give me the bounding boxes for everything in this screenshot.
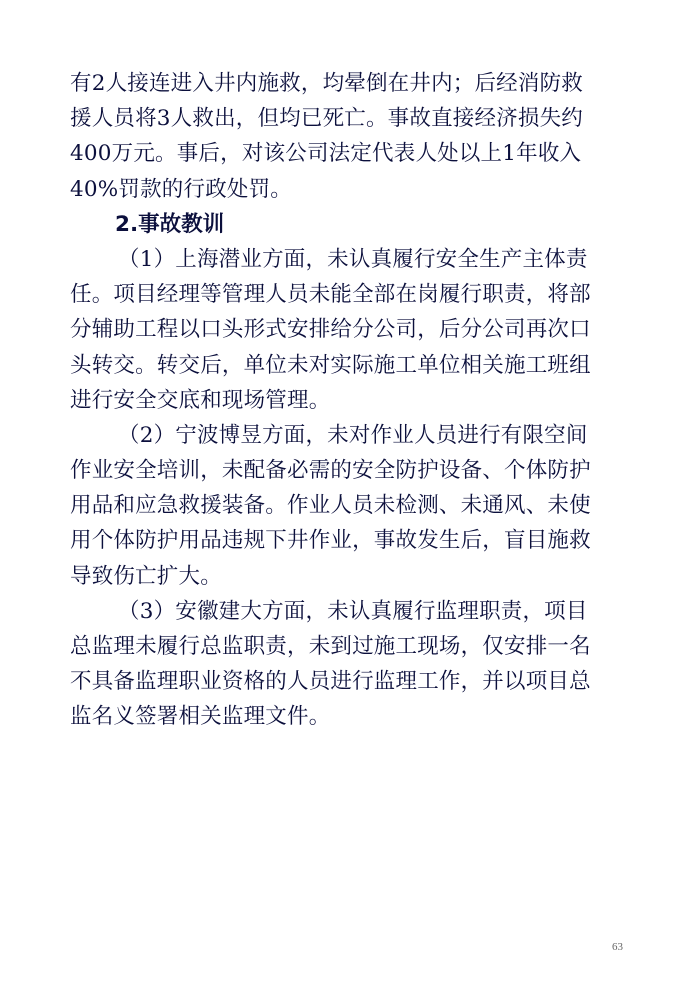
- text-line: 用个体防护用品违规下井作业，事故发生后，盲目施救: [70, 528, 591, 554]
- lesson-item-1: [70, 242, 630, 418]
- text-line: 用品和应急救援装备。作业人员未检测、未通风、未使: [70, 493, 591, 519]
- lesson-item-3: [70, 594, 630, 735]
- text-line: 40%罚款的行政处罚。: [70, 176, 292, 202]
- page-number: 63: [612, 941, 623, 953]
- text-line: （2）宁波博昱方面，未对作业人员进行有限空间: [118, 422, 588, 448]
- text-line: 有2人接连进入井内施救，均晕倒在井内；后经消防救: [70, 71, 583, 96]
- section-heading: 2.事故教训: [115, 211, 225, 237]
- text-line: 援人员将3人救出，但均已死亡。事故直接经济损失约: [70, 106, 583, 132]
- document-body: [70, 66, 630, 735]
- text-line: （1）上海潜业方面，未认真履行安全生产主体责: [118, 246, 588, 272]
- text-line: 任。项目经理等管理人员未能全部在岗履行职责，将部: [70, 282, 591, 308]
- text-line: 头转交。转交后，单位未对实际施工单位相关施工班组: [70, 352, 591, 378]
- text-line: 导致伤亡扩大。: [70, 563, 222, 589]
- text-line: 监名义签署相关监理文件。: [70, 704, 331, 730]
- text-line: 进行安全交底和现场管理。: [70, 387, 331, 413]
- text-line: 分辅助工程以口头形式安排给分公司，后分公司再次口: [70, 317, 591, 343]
- text-line: 不具备监理职业资格的人员进行监理工作，并以项目总: [70, 669, 591, 695]
- paragraph-accident-summary: [70, 66, 630, 207]
- lesson-item-2: [70, 418, 630, 594]
- text-line: 400万元。事后，对该公司法定代表人处以上1年收入: [70, 141, 582, 167]
- text-line: （3）安徽建大方面，未认真履行监理职责，项目: [118, 598, 588, 624]
- text-line: 总监理未履行总监职责，未到过施工现场，仅安排一名: [70, 634, 591, 659]
- text-line: 作业安全培训，未配备必需的安全防护设备、个体防护: [70, 458, 591, 484]
